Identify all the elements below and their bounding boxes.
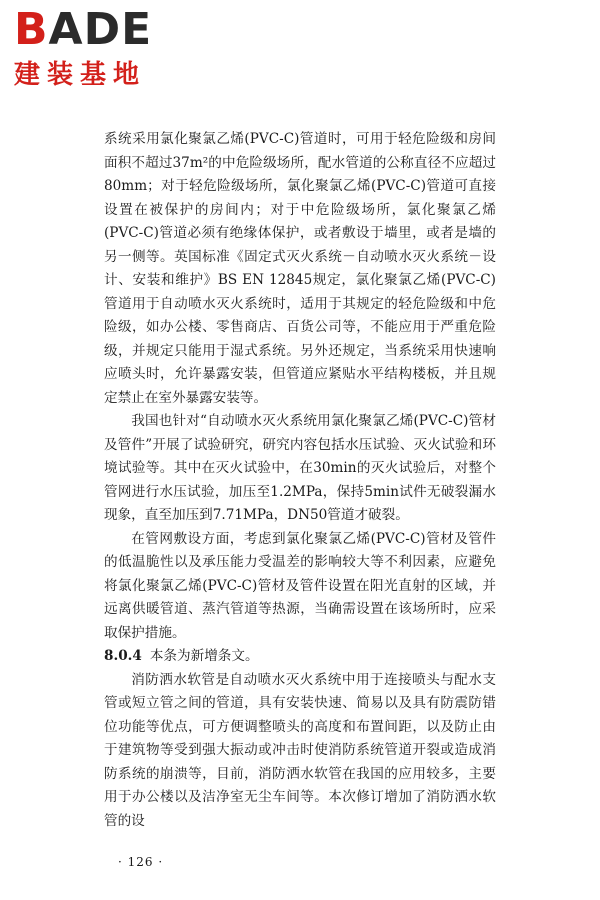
page-body bbox=[104, 128, 496, 833]
brand-logo bbox=[14, 4, 184, 98]
logo-subtitle: 建装基地 bbox=[14, 60, 147, 90]
body-paragraph: 消防洒水软管是自动喷水灭火系统中用于连接喷头与配水支管或短立管之间的管道，具有安装快速、简易以及具有防震防错位功能等优点，可方便调整喷头的高度和布置间距，以及防止由于建筑物等受到强大振动或冲击时使消防系统管道开裂或造成消防系统的崩溃等，目前，消防洒水软管在我国的应用较多，主要用于办公楼以及洁净室无尘车间等。本次修订增加了消防洒水软管的设 bbox=[104, 671, 496, 829]
clause-heading bbox=[104, 645, 496, 669]
logo-wordmark-rest: ADE bbox=[48, 4, 153, 55]
logo-accent-letter: B bbox=[14, 4, 49, 55]
logo-wordmark bbox=[14, 4, 184, 55]
page-number: · 126 · bbox=[118, 855, 164, 869]
body-paragraph: 我国也针对“自动喷水灭火系统用氯化聚氯乙烯(PVC-C)管材及管件”开展了试验研究，研究内容包括水压试验、灭火试验和环境试验等。其中在灭火试验中，在30min的灭火试验后，对整个管网进行水压试验，加压至1.2MPa，保持5min试件无破裂漏水现象，直至加压到7.71MPa，DN50管道才破裂。 bbox=[104, 413, 496, 523]
clause-number: 8.0.4 bbox=[104, 648, 142, 664]
clause-text: 本条为新增条文。 bbox=[149, 648, 259, 664]
body-paragraph: 系统采用氯化聚氯乙烯(PVC-C)管道时，可用于轻危险级和房间面积不超过37m²的中危险级场所，配水管道的公称直径不应超过80mm；对于轻危险级场所，氯化聚氯乙烯(PVC-C)管道可直接设置在被保护的房间内；对于中危险级场所，氯化聚氯乙烯(PVC-C)管道必须有绝缘体保护，或者敷设于墙里，或者是墙的另一侧等。英国标准《固定式灭火系统－自动喷水灭火系统－设计、安装和维护》BS EN 12845规定，氯化聚氯乙烯(PVC-C)管道用于自动喷水灭火系统时，适用于其规定的轻危险级和中危险级，如办公楼、零售商店、百货公司等，不能应用于严重危险级，并规定只能用于湿式系统。另外还规定，当系统采用快速响应喷头时，允许暴露安装，但管道应紧贴水平结构楼板，并且规定禁止在室外暴露安装等。 bbox=[104, 131, 496, 406]
body-paragraph: 在管网敷设方面，考虑到氯化聚氯乙烯(PVC-C)管材及管件的低温脆性以及承压能力受温差的影响较大等不利因素，应避免将氯化聚氯乙烯(PVC-C)管材及管件设置在阳光直射的区域，并远离供暖管道、蒸汽管道等热源，当确需设置在该场所时，应采取保护措施。 bbox=[104, 530, 496, 641]
